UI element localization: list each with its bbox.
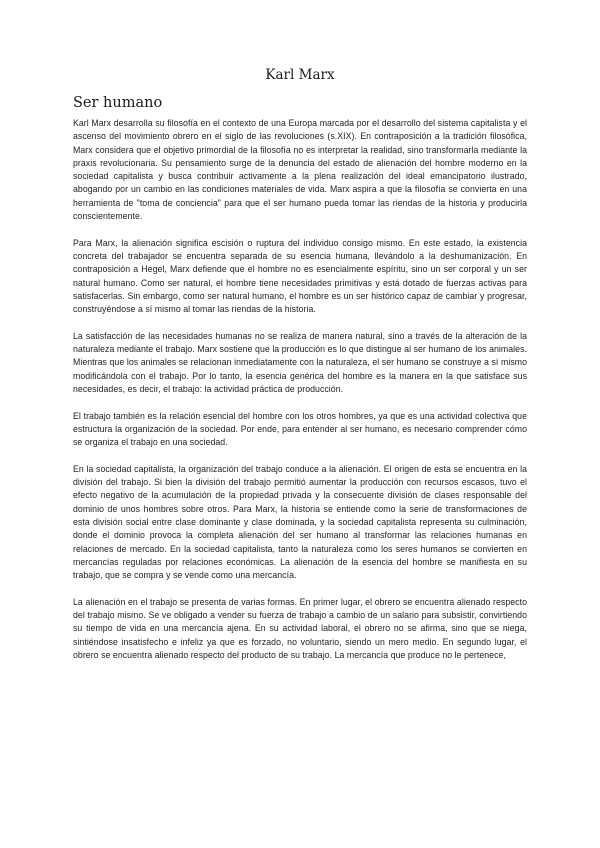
section-title: Ser humano — [73, 95, 163, 111]
paragraph-4: El trabajo también es la relación esencial del hombre con los otros hombres, ya que es una actividad colectiva que estructura la organización de la sociedad. Por ende, para entender al ser humano, es necesario comprender cómo se organiza el trabajo en una sociedad. — [73, 410, 527, 448]
document-title: Karl Marx — [265, 67, 335, 83]
paragraph-2: Para Marx, la alienación significa escisión o ruptura del individuo consigo mismo. En este estado, la existencia concreta del trabajador se encuentra separada de su esencia humana, llevándolo a la deshumanización. En contraposición a Hegel, Marx defiende que el hombre no es esencialmente espíritu, sino un ser corporal y un ser natural humano. Como ser natural, el hombre tiene necesidades primitivas y está dotado de fuerzas activas para satisfacerlas. Sin embargo, como ser natural humano, el hombre es un ser histórico capaz de cambiar y progresar, construyéndose a sí mismo al tomar las riendas de la historia. — [73, 237, 527, 315]
paragraph-3: La satisfacción de las necesidades humanas no se realiza de manera natural, sino a través de la alteración de la naturaleza mediante el trabajo. Marx sostiene que la producción es lo que distingue al ser humano de los animales. Mientras que los animales se relacionan inmediatamente con la naturaleza, el ser humano se construye a sí mismo modificándola con el trabajo. Por lo tanto, la esencia genérica del hombre es la manera en la que satisface sus necesidades, es decir, el trabajo: la actividad práctica de producción. — [73, 330, 527, 394]
document-page — [73, 66, 527, 675]
paragraph-5: En la sociedad capitalista, la organización del trabajo conduce a la alienación. El origen de esta se encuentra en la división del trabajo. Si bien la división del trabajo permitió aumentar la producción con recursos escasos, tuvo el efecto negativo de la acumulación de la propiedad privada y la consecuente división de clases responsable del dominio de unos hombres sobre otros. Para Marx, la historia se entiende como la serie de transformaciones de esta división social entre clase dominante y clase dominada, y la sociedad capitalista representa su culminación, donde el dominio provoca la completa alienación del ser humano al transformar las relaciones humanas en relaciones de mercado. En la sociedad capitalista, tanto la naturaleza como los seres humanos se convierten en mercancías reguladas por relaciones económicas. La alienación de la esencia del hombre se manifiesta en su trabajo, que se compra y se vende como una mercancía. — [73, 463, 527, 581]
paragraph-1: Karl Marx desarrolla su filosofía en el contexto de una Europa marcada por el desarrollo del sistema capitalista y el ascenso del movimiento obrero en el siglo de las revoluciones (s.XIX). En contraposición a la tradición filosófica, Marx considera que el objetivo primordial de la filosofía no es interpretar la realidad, sino transformarla mediante la praxis revolucionaria. Su pensamiento surge de la denuncia del estado de alienación del hombre moderno en la sociedad capitalista y busca contribuir activamente a la plena realización del ideal emancipatorio ilustrado, abogando por un cambio en las condiciones materiales de vida. Marx aspira a que la filosofía se convierta en una herramienta de "toma de conciencia" para que el ser humano pueda tomar las riendas de la historia y producirla conscientemente. — [73, 118, 527, 222]
paragraph-6: La alienación en el trabajo se presenta de varias formas. En primer lugar, el obrero se encuentra alienado respecto del trabajo mismo. Se ve obligado a vender su fuerza de trabajo a cambio de un salario para subsistir, convirtiendo su tiempo de vida en una mercancía ajena. En su actividad laboral, el obrero no se afirma, sino que se niega, sintiéndose insatisfecho e infeliz ya que es forzado, no voluntario, siendo un mero medio. En segundo lugar, el obrero se encuentra alienado respecto del producto de su trabajo. La mercancía que produce no le pertenece, — [73, 596, 527, 660]
